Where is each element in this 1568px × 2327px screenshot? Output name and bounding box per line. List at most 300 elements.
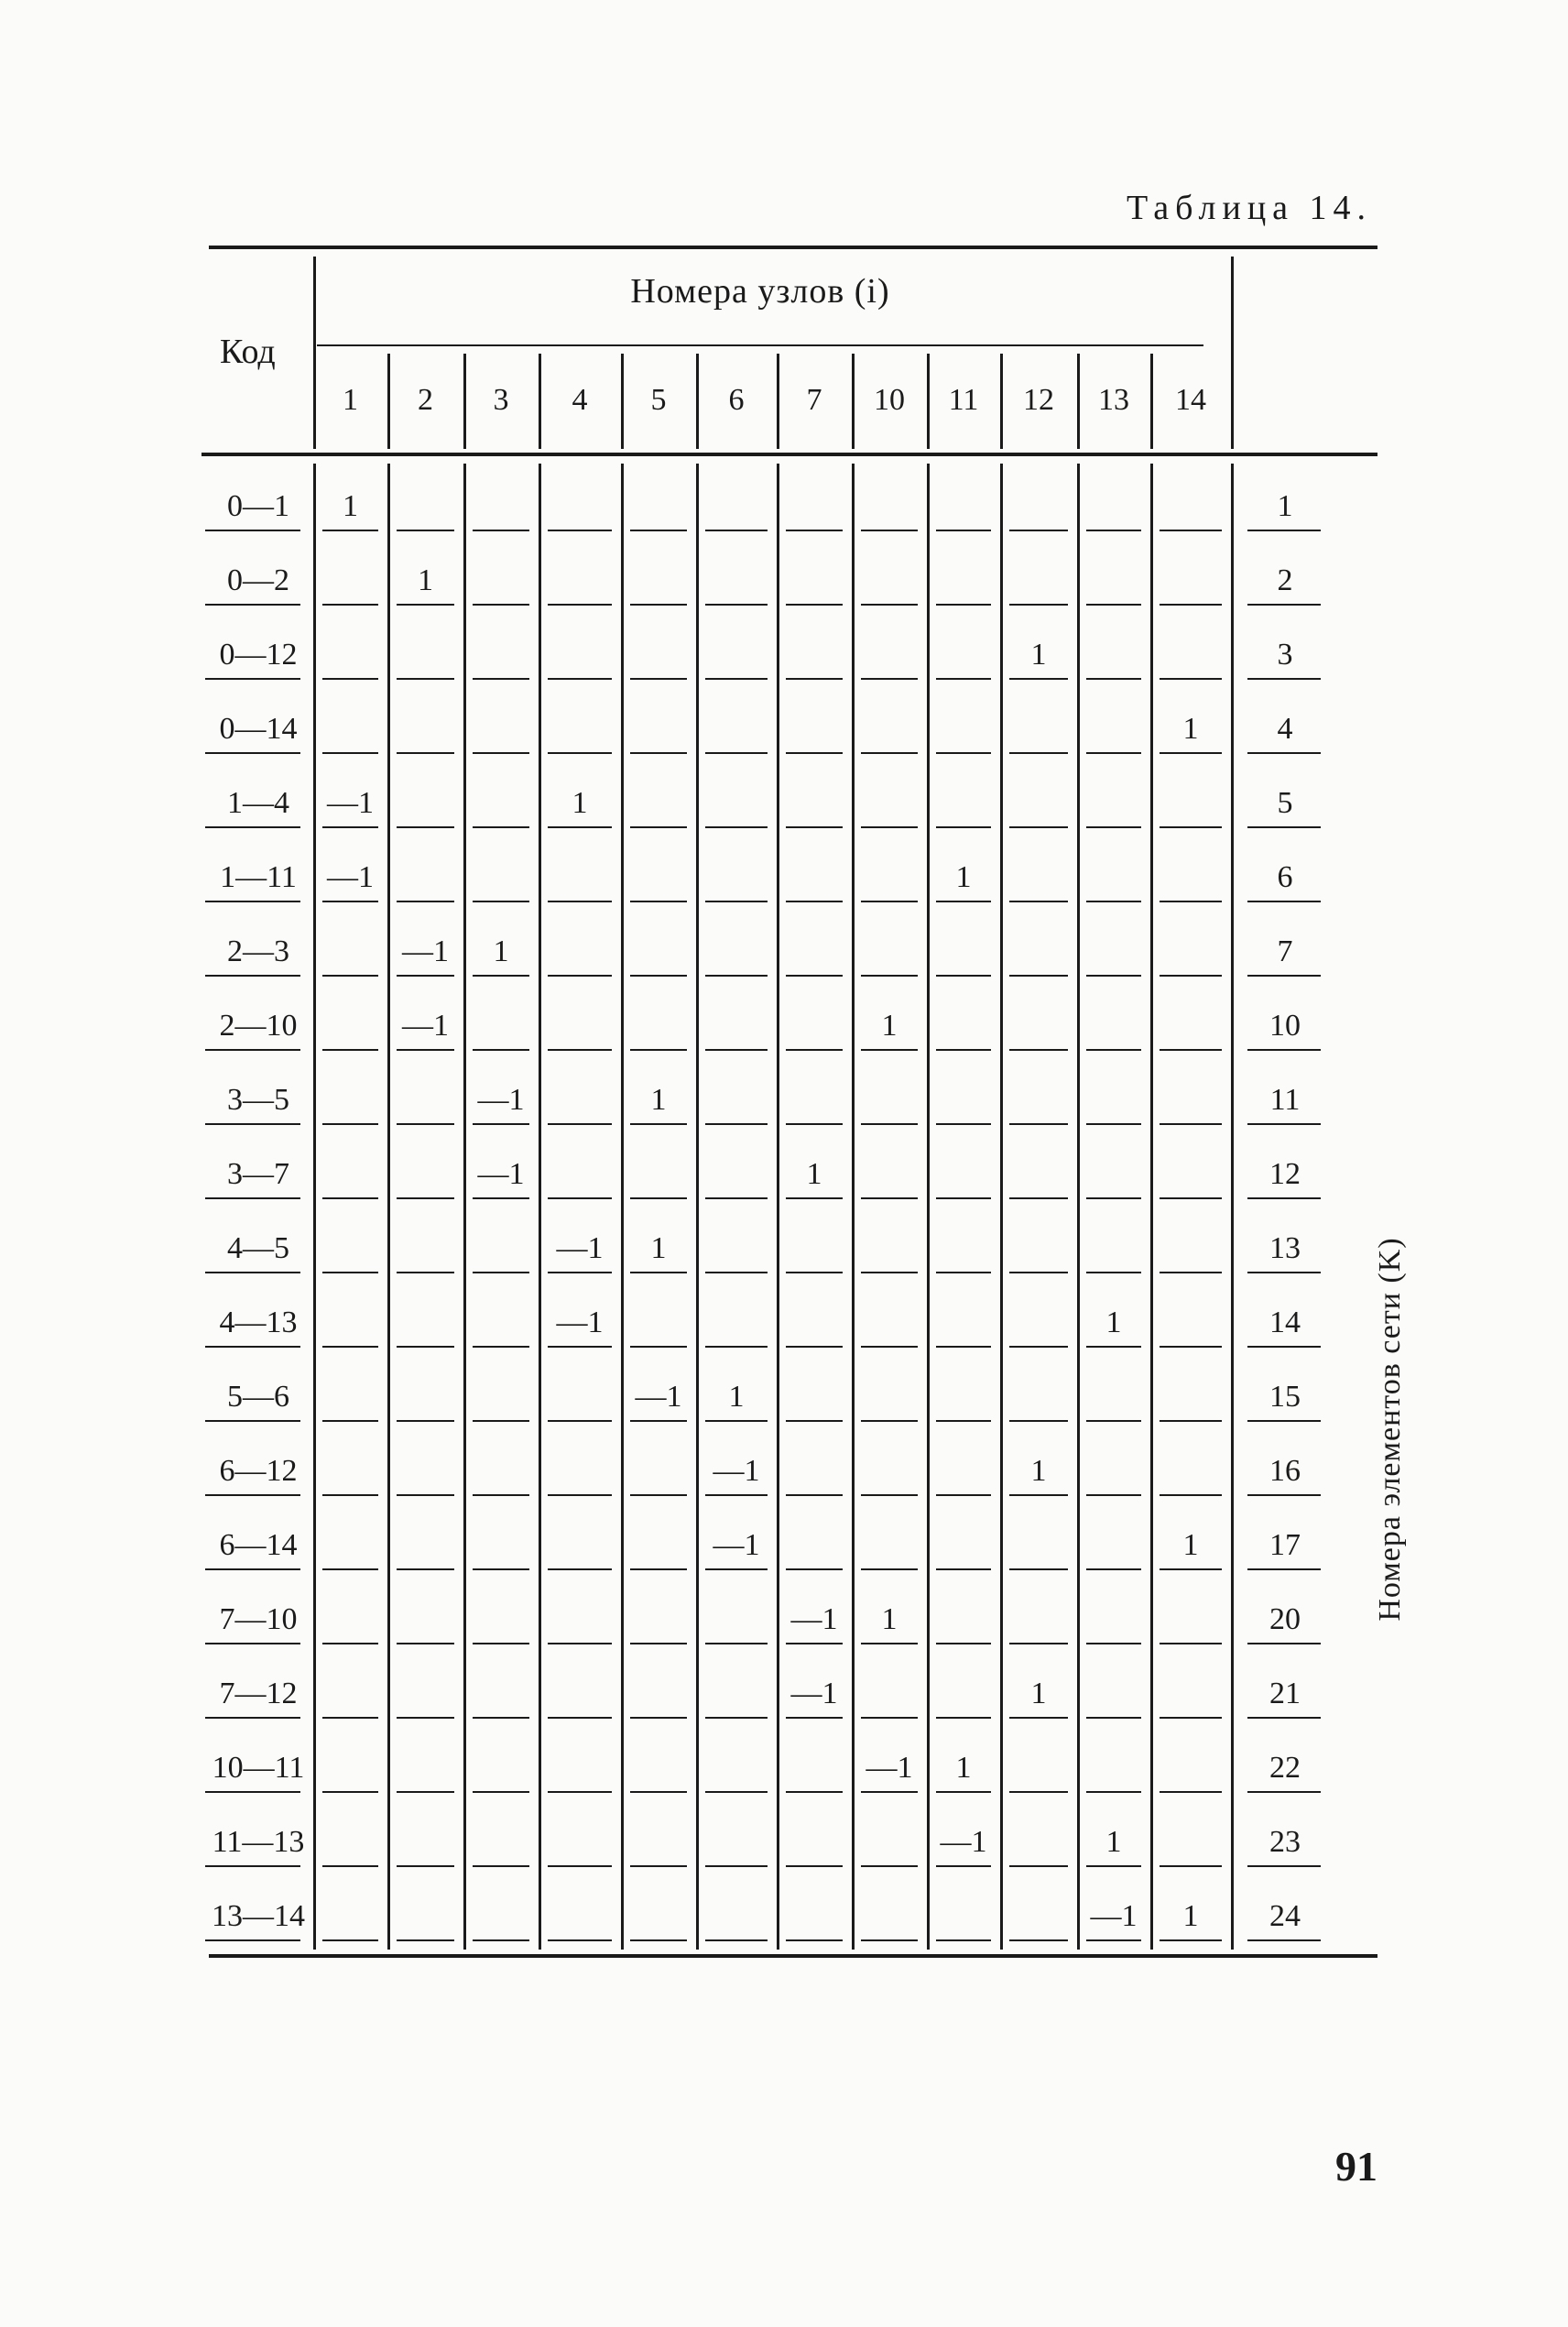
cell-underline [473,1420,529,1422]
cell-underline [786,1420,843,1422]
row-element-underline [1247,752,1321,754]
row-code-underline [205,1717,300,1719]
cell-underline [630,901,687,902]
cell-underline [397,604,454,606]
incidence-cell: 1 [1182,1899,1199,1933]
row-element-number: 16 [1269,1454,1301,1488]
cell-underline [936,1197,991,1199]
cell-underline [1160,1939,1222,1941]
cell-underline [705,1939,768,1941]
row-code: 0—12 [219,638,298,672]
incidence-cell: 1 [1182,712,1199,746]
row-element-underline [1247,1939,1321,1941]
cell-underline [861,1197,918,1199]
cell-underline [397,1791,454,1793]
incidence-cell: 1 [1030,638,1047,672]
cell-underline [1009,1643,1068,1644]
cell-underline [1086,530,1141,531]
cell-underline [1160,975,1222,977]
cell-underline [936,1791,991,1793]
cell-underline [630,975,687,977]
column-header: 13 [1098,383,1129,417]
column-header: 10 [874,383,905,417]
cell-underline [786,1197,843,1199]
incidence-cell: —1 [635,1380,682,1414]
row-element-underline [1247,1420,1321,1422]
row-element-number: 17 [1269,1528,1301,1562]
cell-underline [630,530,687,531]
row-code: 11—13 [212,1825,305,1859]
cell-underline [322,1420,378,1422]
cell-underline [786,1123,843,1125]
cell-underline [1086,1123,1141,1125]
cell-underline [630,604,687,606]
node-numbers-header: Номера узлов (i) [630,272,890,311]
incidence-cell: —1 [402,1009,449,1043]
cell-underline [548,1643,612,1644]
cell-underline [786,1346,843,1348]
cell-underline [473,1865,529,1867]
cell-underline [1160,752,1222,754]
cell-underline [473,752,529,754]
cell-underline [397,1197,454,1199]
cell-underline [786,1494,843,1496]
column-header: 5 [650,383,667,417]
cell-underline [705,1717,768,1719]
column-header: 2 [418,383,433,417]
column-header: 7 [806,383,822,417]
cell-underline [1086,1197,1141,1199]
column-divider [927,464,930,1950]
column-divider [777,464,779,1950]
row-code-underline [205,1494,300,1496]
cell-underline [936,1939,991,1941]
incidence-cell: 1 [418,563,433,597]
cell-underline [397,1865,454,1867]
cell-underline [1086,1346,1141,1348]
cell-underline [322,678,378,680]
cell-underline [397,1049,454,1051]
cell-underline [548,1494,612,1496]
cell-underline [1086,678,1141,680]
incidence-cell: —1 [402,934,449,968]
cell-underline [397,975,454,977]
cell-underline [630,1717,687,1719]
cell-underline [936,678,991,680]
cell-underline [1009,1420,1068,1422]
cell-underline [397,1123,454,1125]
row-element-number: 14 [1269,1306,1301,1339]
cell-underline [1009,752,1068,754]
cell-underline [1086,752,1141,754]
cell-underline [936,1049,991,1051]
cell-underline [1009,1049,1068,1051]
row-code-underline [205,1791,300,1793]
cell-underline [705,1049,768,1051]
cell-underline [1009,1123,1068,1125]
row-code: 6—12 [219,1454,298,1488]
cell-underline [786,1717,843,1719]
row-element-number: 12 [1269,1157,1301,1191]
column-divider [539,464,541,1950]
row-element-number: 2 [1277,563,1293,597]
row-code: 6—14 [219,1528,298,1562]
cell-underline [861,1865,918,1867]
cell-underline [861,975,918,977]
cell-underline [861,1049,918,1051]
row-element-number: 23 [1269,1825,1301,1859]
cell-underline [1009,678,1068,680]
cell-underline [548,1049,612,1051]
column-divider [1231,257,1234,449]
page-number: 91 [1335,2143,1377,2190]
cell-underline [936,1494,991,1496]
cell-underline [936,1272,991,1273]
incidence-cell: 1 [1105,1306,1122,1339]
table-caption: Таблица 14. [1127,189,1373,227]
row-code-underline [205,1049,300,1051]
cell-underline [1160,1717,1222,1719]
row-code: 1—11 [220,860,297,894]
cell-underline [548,1568,612,1570]
cell-underline [397,678,454,680]
incidence-cell: 1 [572,786,588,820]
row-element-underline [1247,1791,1321,1793]
cell-underline [1160,678,1222,680]
top-rule [209,246,1377,249]
row-code-underline [205,1939,300,1941]
cell-underline [936,752,991,754]
cell-underline [861,1123,918,1125]
row-code-underline [205,1272,300,1273]
incidence-cell: 1 [1030,1677,1047,1710]
cell-underline [936,530,991,531]
row-element-underline [1247,1049,1321,1051]
cell-underline [548,752,612,754]
incidence-cell: —1 [790,1677,838,1710]
cell-underline [705,975,768,977]
cell-underline [1160,1346,1222,1348]
row-element-underline [1247,1568,1321,1570]
row-element-number: 3 [1277,638,1293,672]
cell-underline [1160,1420,1222,1422]
cell-underline [1160,604,1222,606]
cell-underline [397,752,454,754]
row-code: 0—14 [219,712,298,746]
cell-underline [1086,826,1141,828]
column-header: 11 [948,383,979,417]
cell-underline [473,1197,529,1199]
cell-underline [1009,1494,1068,1496]
incidence-cell: —1 [713,1454,760,1488]
incidence-cell: —1 [327,786,374,820]
cell-underline [322,1865,378,1867]
cell-underline [1160,1197,1222,1199]
cell-underline [1009,1346,1068,1348]
cell-underline [473,604,529,606]
column-divider [852,464,855,1950]
cell-underline [322,1049,378,1051]
cell-underline [1086,901,1141,902]
cell-underline [473,1123,529,1125]
cell-underline [861,1568,918,1570]
cell-underline [630,1123,687,1125]
cell-underline [397,901,454,902]
cell-underline [1009,1197,1068,1199]
row-code: 4—5 [227,1231,289,1265]
cell-underline [322,1568,378,1570]
cell-underline [322,530,378,531]
cell-underline [630,1197,687,1199]
row-element-underline [1247,1865,1321,1867]
cell-underline [1086,604,1141,606]
column-header: 14 [1175,383,1206,417]
cell-underline [861,826,918,828]
row-code-underline [205,901,300,902]
cell-underline [548,678,612,680]
row-element-number: 15 [1269,1380,1301,1414]
cell-underline [473,1717,529,1719]
cell-underline [861,1420,918,1422]
cell-underline [1160,1791,1222,1793]
cell-underline [322,1494,378,1496]
cell-underline [1160,1568,1222,1570]
row-code: 7—12 [219,1677,298,1710]
cell-underline [630,1865,687,1867]
cell-underline [630,1568,687,1570]
incidence-cell: 1 [343,489,358,523]
cell-underline [322,1791,378,1793]
cell-underline [630,678,687,680]
incidence-cell: 1 [1030,1454,1047,1488]
cell-underline [705,1791,768,1793]
cell-underline [705,901,768,902]
column-divider [539,354,541,449]
cell-underline [548,1865,612,1867]
cell-underline [786,1643,843,1644]
cell-underline [548,1346,612,1348]
column-divider [696,464,699,1950]
incidence-cell: —1 [556,1306,604,1339]
cell-underline [936,975,991,977]
bottom-rule [209,1954,1377,1958]
row-element-number: 7 [1277,934,1293,968]
cell-underline [548,1420,612,1422]
cell-underline [548,826,612,828]
row-element-underline [1247,678,1321,680]
cell-underline [322,1123,378,1125]
column-divider [387,464,390,1950]
cell-underline [936,1346,991,1348]
cell-underline [473,1791,529,1793]
cell-underline [473,975,529,977]
cell-underline [861,1791,918,1793]
cell-underline [630,1346,687,1348]
row-code-underline [205,604,300,606]
column-header: 12 [1023,383,1054,417]
row-code-underline [205,826,300,828]
cell-underline [548,604,612,606]
row-element-underline [1247,975,1321,977]
incidence-cell: 1 [493,934,509,968]
incidence-cell: —1 [940,1825,987,1859]
cell-underline [473,1643,529,1644]
incidence-cell: —1 [477,1157,525,1191]
header-bottom-rule [201,453,1377,456]
cell-underline [630,1939,687,1941]
incidence-cell: 1 [728,1380,745,1414]
cell-underline [936,1717,991,1719]
row-element-number: 21 [1269,1677,1301,1710]
cell-underline [786,530,843,531]
cell-underline [705,826,768,828]
cell-underline [548,1197,612,1199]
cell-underline [861,1346,918,1348]
cell-underline [861,1717,918,1719]
cell-underline [630,1272,687,1273]
cell-underline [1086,1717,1141,1719]
cell-underline [1086,1272,1141,1273]
row-code: 10—11 [212,1751,305,1785]
cell-underline [786,1272,843,1273]
cell-underline [322,752,378,754]
cell-underline [1160,1123,1222,1125]
cell-underline [473,1346,529,1348]
row-code-underline [205,752,300,754]
cell-underline [705,1197,768,1199]
cell-underline [1160,901,1222,902]
cell-underline [1086,1494,1141,1496]
cell-underline [1160,1272,1222,1273]
row-code-underline [205,1420,300,1422]
cell-underline [630,1494,687,1496]
cell-underline [786,678,843,680]
row-code: 3—7 [227,1157,289,1191]
cell-underline [548,530,612,531]
row-element-number: 1 [1277,489,1293,523]
cell-underline [473,530,529,531]
row-code-underline [205,975,300,977]
cell-underline [705,1568,768,1570]
row-element-underline [1247,1494,1321,1496]
cell-underline [1009,975,1068,977]
cell-underline [1086,1939,1141,1941]
cell-underline [1009,1939,1068,1941]
row-element-number: 20 [1269,1602,1301,1636]
cell-underline [1086,1791,1141,1793]
cell-underline [322,1939,378,1941]
column-header: 1 [343,383,358,417]
cell-underline [322,901,378,902]
cell-underline [1009,1717,1068,1719]
row-element-underline [1247,1123,1321,1125]
cell-underline [861,752,918,754]
cell-underline [705,1643,768,1644]
row-element-underline [1247,901,1321,902]
cell-underline [630,1791,687,1793]
cell-underline [397,1717,454,1719]
cell-underline [1160,1643,1222,1644]
cell-underline [630,826,687,828]
row-code: 2—3 [227,934,289,968]
element-numbers-label: Номера элементов сети (K) [1373,1237,1407,1622]
row-code: 2—10 [219,1009,298,1043]
cell-underline [1009,1272,1068,1273]
cell-underline [705,1272,768,1273]
cell-underline [397,1494,454,1496]
row-code-underline [205,1865,300,1867]
row-code-underline [205,1346,300,1348]
cell-underline [786,975,843,977]
cell-underline [786,604,843,606]
row-code-underline [205,530,300,531]
row-element-underline [1247,1346,1321,1348]
cell-underline [397,1939,454,1941]
cell-underline [322,975,378,977]
row-code: 0—1 [227,489,289,523]
cell-underline [705,678,768,680]
row-element-underline [1247,1717,1321,1719]
column-divider [1150,464,1153,1950]
row-code: 4—13 [219,1306,298,1339]
row-code: 13—14 [212,1899,305,1933]
incidence-cell: 1 [650,1231,667,1265]
cell-underline [322,1346,378,1348]
column-header: 6 [728,383,745,417]
cell-underline [786,1049,843,1051]
cell-underline [705,1346,768,1348]
incidence-cell: —1 [866,1751,913,1785]
cell-underline [936,1568,991,1570]
cell-underline [861,901,918,902]
cell-underline [322,1643,378,1644]
cell-underline [397,1568,454,1570]
cell-underline [786,752,843,754]
row-element-underline [1247,1197,1321,1199]
cell-underline [705,1420,768,1422]
cell-underline [548,1791,612,1793]
cell-underline [786,901,843,902]
row-code-underline [205,1643,300,1644]
cell-underline [630,1420,687,1422]
cell-underline [861,604,918,606]
incidence-cell: 1 [881,1009,898,1043]
cell-underline [705,1865,768,1867]
group-underline [317,344,1203,346]
cell-underline [548,975,612,977]
cell-underline [473,826,529,828]
cell-underline [473,1494,529,1496]
cell-underline [1009,1568,1068,1570]
cell-underline [1086,1420,1141,1422]
cell-underline [786,826,843,828]
row-code: 0—2 [227,563,289,597]
cell-underline [786,1865,843,1867]
cell-underline [548,1939,612,1941]
cell-underline [936,1643,991,1644]
cell-underline [786,1568,843,1570]
row-code-underline [205,1123,300,1125]
row-code: 7—10 [219,1602,298,1636]
incidence-cell: —1 [477,1083,525,1117]
cell-underline [473,1049,529,1051]
row-element-number: 24 [1269,1899,1301,1933]
cell-underline [705,604,768,606]
cell-underline [322,1717,378,1719]
row-element-number: 13 [1269,1231,1301,1265]
column-header: 3 [493,383,509,417]
cell-underline [322,1272,378,1273]
